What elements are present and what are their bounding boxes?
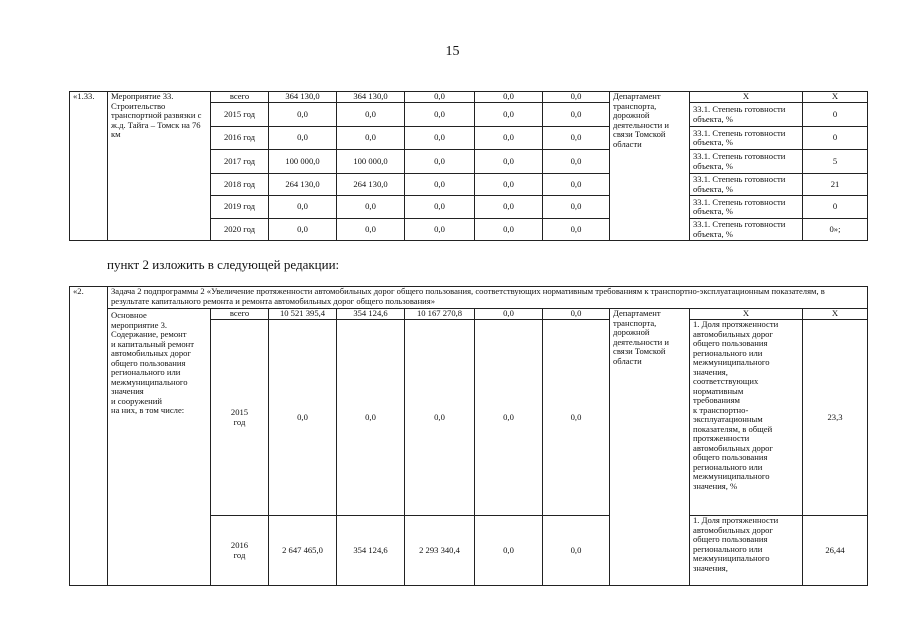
year-cell: 2017 год xyxy=(211,150,269,174)
value-cell: 0,0 xyxy=(337,320,405,516)
year-cell: всего xyxy=(211,309,269,320)
year-cell: 2015 год xyxy=(211,320,269,516)
value-cell: 0,0 xyxy=(269,196,337,219)
value-cell: 0,0 xyxy=(475,92,543,103)
value-cell: 0,0 xyxy=(543,103,610,127)
value-cell: 0,0 xyxy=(405,174,475,196)
indicator-value: 26,44 xyxy=(803,516,868,586)
value-cell: 100 000,0 xyxy=(337,150,405,174)
indicator-cell: 33.1. Степень готовности объекта, % xyxy=(690,103,803,127)
value-cell: 264 130,0 xyxy=(337,174,405,196)
value-cell: 0,0 xyxy=(475,219,543,241)
indicator-value: 0 xyxy=(803,196,868,219)
department-cell: Департамент транспорта, дорожной деятельности и связи Томской области xyxy=(610,309,690,586)
value-cell: 0,0 xyxy=(405,196,475,219)
value-cell: 0,0 xyxy=(475,516,543,586)
department-cell: Департамент транспорта, дорожной деятельности и связи Томской области xyxy=(610,92,690,241)
indicator-cell: 33.1. Степень готовности объекта, % xyxy=(690,196,803,219)
value-cell: 0,0 xyxy=(405,219,475,241)
year-cell: 2016 год xyxy=(211,516,269,586)
value-cell: 0,0 xyxy=(337,103,405,127)
indicator-cell: 33.1. Степень готовности объекта, % xyxy=(690,174,803,196)
indicator-cell: 33.1. Степень готовности объекта, % xyxy=(690,127,803,150)
year-cell: 2015 год xyxy=(211,103,269,127)
value-cell: 0,0 xyxy=(269,219,337,241)
table-row xyxy=(70,309,868,320)
indicator-cell: Х xyxy=(690,309,803,320)
measures-table-2 xyxy=(69,286,868,586)
year-cell: 2018 год xyxy=(211,174,269,196)
measure-name: Основное мероприятие 3. Содержание, ремонт и капитальный ремонт автомобильных дорог общего пользования регионального или межмуниципального значения и сооружений на них, в том числе: xyxy=(111,310,194,415)
section-heading: пункт 2 изложить в следующей редакции: xyxy=(107,257,340,272)
year-cell: всего xyxy=(211,92,269,103)
value-cell: 354 124,6 xyxy=(337,516,405,586)
value-cell: 0,0 xyxy=(269,127,337,150)
value-cell: 100 000,0 xyxy=(269,150,337,174)
indicator-value: 0 xyxy=(803,103,868,127)
value-cell: 354 124,6 xyxy=(337,309,405,320)
value-cell: 10 521 395,4 xyxy=(269,309,337,320)
value-cell: 0,0 xyxy=(543,92,610,103)
value-cell: 0,0 xyxy=(543,320,610,516)
indicator-value: 21 xyxy=(803,174,868,196)
value-cell: 2 293 340,4 xyxy=(405,516,475,586)
value-cell: 0,0 xyxy=(269,103,337,127)
indicator-value: 5 xyxy=(803,150,868,174)
indicator-value: 0»; xyxy=(803,219,868,241)
page-number: 15 xyxy=(445,44,460,59)
value-cell: 0,0 xyxy=(405,320,475,516)
indicator-value: 0 xyxy=(803,127,868,150)
value-cell: 0,0 xyxy=(337,219,405,241)
task-title: Задача 2 подпрограммы 2 «Увеличение протяженности автомобильных дорог общего пользования, соответствующих нормативным требованиям к транспортно-эксплуатационным показателям, в результате капитального ремонта и ремонта автомобильных дорог общего пользования» xyxy=(108,287,868,309)
year-cell: 2019 год xyxy=(211,196,269,219)
value-cell: 0,0 xyxy=(475,196,543,219)
measures-table-1 xyxy=(69,91,868,241)
indicator-value: Х xyxy=(803,309,868,320)
indicator-cell: 33.1. Степень готовности объекта, % xyxy=(690,150,803,174)
value-cell: 0,0 xyxy=(405,92,475,103)
value-cell: 0,0 xyxy=(543,219,610,241)
indicator-cell: 33.1. Степень готовности объекта, % xyxy=(690,219,803,241)
value-cell: 364 130,0 xyxy=(269,92,337,103)
value-cell: 0,0 xyxy=(543,127,610,150)
value-cell: 0,0 xyxy=(337,196,405,219)
value-cell: 10 167 270,8 xyxy=(405,309,475,320)
table-row xyxy=(70,92,868,103)
value-cell: 264 130,0 xyxy=(269,174,337,196)
year-cell: 2016 год xyxy=(211,127,269,150)
value-cell: 0,0 xyxy=(475,150,543,174)
value-cell: 364 130,0 xyxy=(337,92,405,103)
measure-name: Мероприятие 33. Строительство транспортной развязки с ж.д. Тайга – Томск на 76 км xyxy=(108,92,211,241)
value-cell: 0,0 xyxy=(475,320,543,516)
indicator-value: Х xyxy=(803,92,868,103)
indicator-cell: 1. Доля протяженности автомобильных дорог общего пользования регионального или межмуниципального значения, xyxy=(693,515,779,573)
value-cell: 0,0 xyxy=(405,127,475,150)
item-number: «2. xyxy=(70,287,108,586)
value-cell: 0,0 xyxy=(475,309,543,320)
value-cell: 0,0 xyxy=(543,196,610,219)
value-cell: 0,0 xyxy=(337,127,405,150)
value-cell: 0,0 xyxy=(543,516,610,586)
value-cell: 2 647 465,0 xyxy=(269,516,337,586)
year-cell: 2020 год xyxy=(211,219,269,241)
value-cell: 0,0 xyxy=(543,174,610,196)
value-cell: 0,0 xyxy=(405,150,475,174)
value-cell: 0,0 xyxy=(475,127,543,150)
value-cell: 0,0 xyxy=(543,150,610,174)
indicator-cell: 1. Доля протяженности автомобильных дорог общего пользования регионального или межмуниципального значения, соответствующих нормативным требованиям к транспортно- эксплуатационным показателям, в общей протяженности автомобильных дорог общего пользования регионального или межмуниципального значения, % xyxy=(693,319,779,491)
indicator-value: 23,3 xyxy=(803,320,868,516)
value-cell: 0,0 xyxy=(269,320,337,516)
value-cell: 0,0 xyxy=(543,309,610,320)
value-cell: 0,0 xyxy=(475,103,543,127)
table-row xyxy=(70,287,868,309)
value-cell: 0,0 xyxy=(405,103,475,127)
item-number: «1.33. xyxy=(70,92,108,241)
value-cell: 0,0 xyxy=(475,174,543,196)
indicator-cell: Х xyxy=(690,92,803,103)
